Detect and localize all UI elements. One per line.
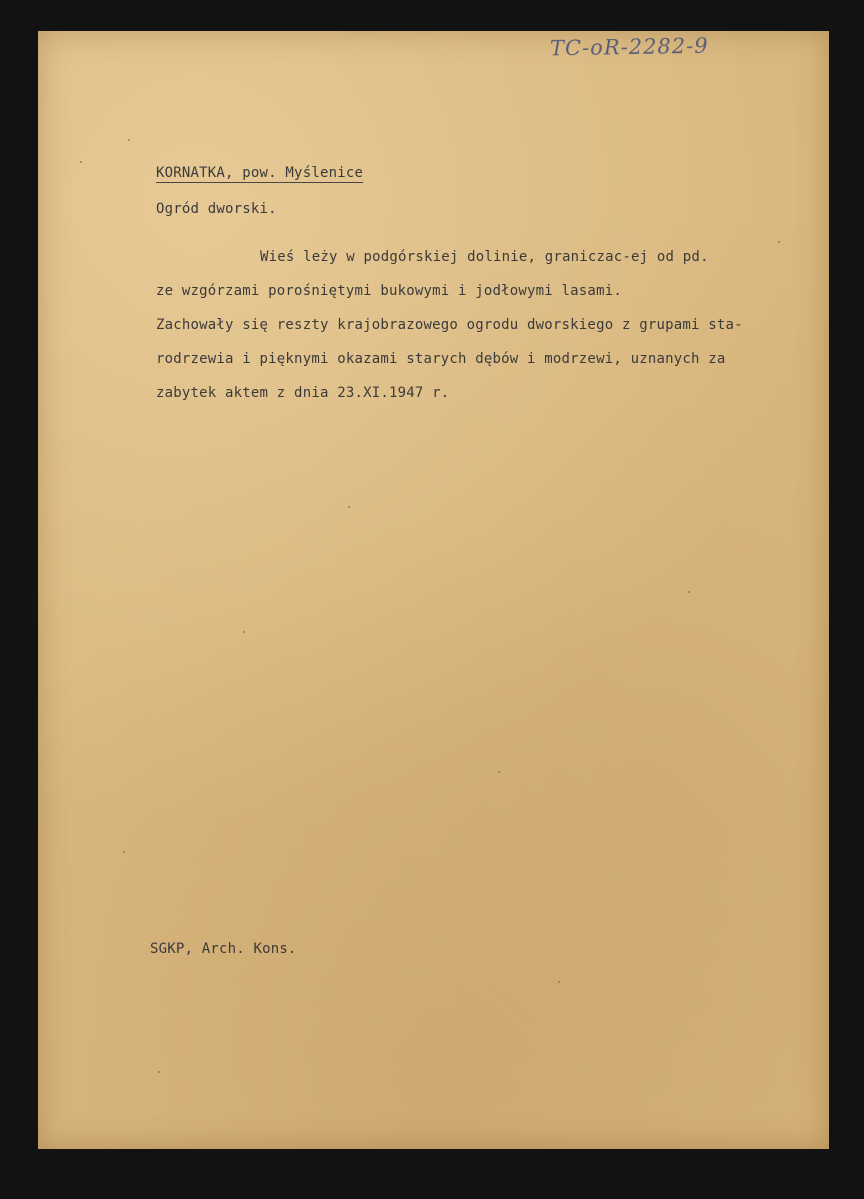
paper-speck — [688, 591, 690, 593]
document-heading: KORNATKA, pow. Myślenice — [156, 165, 364, 181]
handwritten-reference: TC-oR-2282-9 — [549, 33, 709, 61]
paper-speck — [348, 506, 350, 508]
body-line-2: ze wzgórzami porośniętymi bukowymi i jodłowymi lasami. — [156, 283, 622, 299]
body-line-4: rodrzewia i pięknymi okazami starych dębów i modrzewi, uznanych za — [156, 351, 726, 367]
paper-speck — [498, 771, 500, 773]
paper-speck — [123, 851, 125, 853]
source-note: SGKP, Arch. Kons. — [150, 941, 297, 957]
paper-speck — [778, 241, 780, 243]
paper-sheet — [38, 31, 829, 1149]
paper-speck — [128, 139, 130, 141]
document-subheading: Ogród dworski. — [156, 201, 277, 217]
paper-speck — [80, 161, 82, 163]
paper-speck — [558, 981, 560, 983]
body-line-1: Wieś leży w podgórskiej dolinie, graniczac-ej od pd. — [260, 249, 709, 265]
body-line-5: zabytek aktem z dnia 23.XI.1947 r. — [156, 385, 450, 401]
paper-speck — [158, 1071, 160, 1073]
body-line-3: Zachowały się reszty krajobrazowego ogrodu dworskiego z grupami sta- — [156, 317, 743, 333]
paper-speck — [243, 631, 245, 633]
